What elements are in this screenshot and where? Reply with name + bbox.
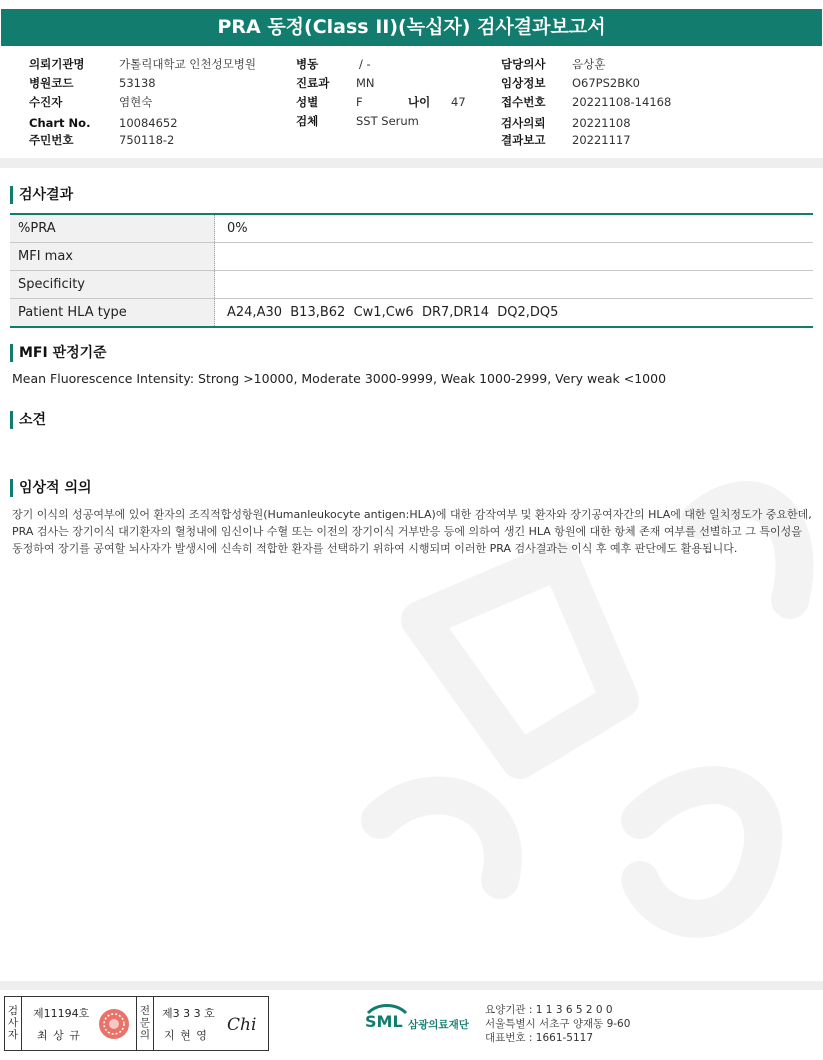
signature: Chi <box>227 1015 257 1035</box>
org-contact <box>485 1003 630 1045</box>
doctor-value: 음상훈 <box>572 57 606 71</box>
dept-value: MN <box>356 76 375 90</box>
tester-label-text: 검사자 <box>7 1005 19 1041</box>
table-row <box>10 299 813 328</box>
patient-value: 염현숙 <box>119 95 153 109</box>
chart-value: 10084652 <box>119 116 178 130</box>
ward-value: / - <box>359 57 371 71</box>
clinical-section-title: 임상적 의의 <box>10 479 92 497</box>
hospital-code-label: 병원코드 <box>29 76 74 90</box>
doctor-sign-label-text: 전문의 <box>139 1005 151 1041</box>
mfi-max-label: MFI max <box>10 243 215 271</box>
institution-label: 의뢰기관명 <box>29 57 85 71</box>
chart-label: Chart No. <box>29 116 91 130</box>
specimen-label: 검체 <box>296 114 319 128</box>
receipt-value: 20221108-14168 <box>572 95 672 109</box>
ward-label: 병동 <box>296 57 319 71</box>
table-row <box>10 214 813 243</box>
org-address: 서울특별시 서초구 양재동 9-60 <box>485 1018 631 1030</box>
doctor-license: 제3 3 3 호 <box>162 1007 215 1020</box>
doctor-label: 담당의사 <box>501 57 546 71</box>
clinical-significance-text: 장기 이식의 성공여부에 있어 환자의 조직적합성항원(Humanleukocyte antigen:HLA)에 대한 감작여부 및 환자와 장기공여자간의 HLA에 대한 일치정도가 중요한데, PRA 검사는 장기이식 대기환자의 혈청내에 임신이나 수혈 또는 이전의 장기이식 거부반응 등에 의하여 생긴 HLA 항원에 대한 항체 존재 여부를 선별하고 그 특이성을 동정하여 장기를 공여할 뇌사자가 발생시에 신속히 적합한 환자를 선택하기 위하여 시행되며 이러한 PRA 검사결과는 이식 후 예후 판단에도 활용됩니다. <box>12 508 812 555</box>
results-section-title: 검사결과 <box>10 186 73 204</box>
pra-label: %PRA <box>10 214 215 243</box>
org-name: 삼광의료재단 <box>408 1019 469 1031</box>
specificity-value <box>215 271 814 299</box>
report-title: PRA 동정(Class II)(녹십자) 검사결과보고서 <box>1 9 822 46</box>
doctor-name: 지 현 영 <box>164 1029 208 1042</box>
table-row <box>10 271 813 299</box>
hospital-code-value: 53138 <box>119 76 156 90</box>
resident-label: 주민번호 <box>29 133 74 147</box>
sex-label: 성별 <box>296 95 319 109</box>
org-phone: 대표번호 : 1661-5117 <box>485 1032 594 1044</box>
mfi-criteria-text: Mean Fluorescence Intensity: Strong >10000, Moderate 3000-9999, Weak 1000-2999, Very weak <1000 <box>12 371 667 386</box>
mfi-max-value <box>215 243 814 271</box>
institution-value: 가톨릭대학교 인천성모병원 <box>119 57 256 71</box>
report-date-value: 20221117 <box>572 133 631 147</box>
table-row <box>10 243 813 271</box>
header-info <box>0 0 823 160</box>
header-divider <box>0 158 823 168</box>
dept-label: 진료과 <box>296 76 330 90</box>
resident-value: 750118-2 <box>119 133 175 147</box>
request-value: 20221108 <box>572 116 631 130</box>
sex-value: F <box>356 95 363 109</box>
clinical-info-value: O67PS2BK0 <box>572 76 640 90</box>
request-label: 검사의뢰 <box>501 116 546 130</box>
mfi-section-title: MFI 판정기준 <box>10 344 107 362</box>
patient-label: 수진자 <box>29 95 63 109</box>
results-table <box>10 213 813 328</box>
specimen-value: SST Serum <box>356 114 419 128</box>
age-label: 나이 <box>408 95 431 109</box>
hla-type-label: Patient HLA type <box>10 299 215 328</box>
findings-section-title: 소견 <box>10 411 46 429</box>
age-value: 47 <box>451 95 466 109</box>
specificity-label: Specificity <box>10 271 215 299</box>
pra-value: 0% <box>215 214 814 243</box>
tester-license: 제11194호 <box>33 1007 90 1020</box>
sml-logo-text: SML <box>365 1012 403 1031</box>
hla-type-value: A24,A30 B13,B62 Cw1,Cw6 DR7,DR14 DQ2,DQ5 <box>215 299 814 328</box>
receipt-label: 접수번호 <box>501 95 546 109</box>
signature-box <box>4 996 269 1051</box>
doctor-sign-label <box>136 997 154 1050</box>
tester-label <box>5 997 22 1050</box>
clinical-info-label: 임상정보 <box>501 76 546 90</box>
report-date-label: 결과보고 <box>501 133 546 147</box>
tester-name: 최 상 규 <box>37 1029 81 1042</box>
seal-icon <box>97 1007 131 1041</box>
care-institution-number: 요양기관 : 1 1 3 6 5 2 0 0 <box>485 1004 613 1016</box>
footer-divider <box>0 981 823 990</box>
